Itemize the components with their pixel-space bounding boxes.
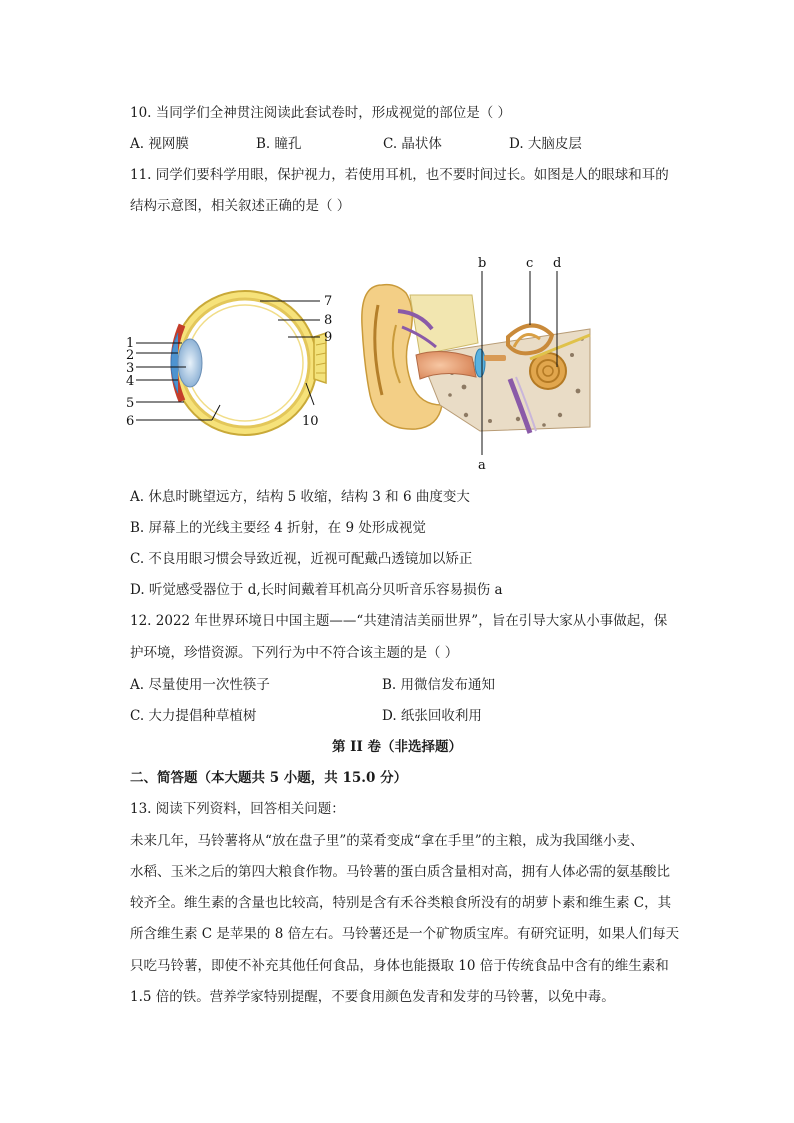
q13-passage-line2: 水稻、玉米之后的第四大粮食作物。马铃薯的蛋白质含量相对高，拥有人体必需的氨基酸比 — [130, 864, 670, 880]
q13-passage-line3: 较齐全。维生素的含量也比较高，特别是含有禾谷类粮食所没有的胡萝卜素和维生素 C，其 — [130, 895, 672, 911]
q12-stem-line2: 护环境，珍惜资源。下列行为中不符合该主题的是（ ） — [130, 645, 459, 661]
q11-stem-line1: 11. 同学们要科学用眼，保护视力，若使用耳机，也不要时间过长。如图是人的眼球和耳的 — [130, 167, 669, 183]
ear-illustration — [362, 285, 590, 433]
q12-stem-line1: 12. 2022 年世界环境日中国主题——“共建清洁美丽世界”，旨在引导大家从小事做起，保 — [130, 613, 668, 629]
section-heading: 二、简答题（本大题共 5 小题，共 15.0 分） — [130, 770, 408, 786]
eye-label-10: 10 — [302, 414, 319, 429]
ear-label-a: a — [478, 458, 486, 473]
q11-option-b: B. 屏幕上的光线主要经 4 折射，在 9 处形成视觉 — [130, 520, 426, 536]
eye-label-7: 7 — [324, 294, 333, 309]
q11-option-d: D. 听觉感受器位于 d,长时间戴着耳机高分贝听音乐容易损伤 a — [130, 582, 503, 598]
q10-option-a: A. 视网膜 — [130, 136, 189, 152]
q13-passage-line1: 未来几年，马铃薯将从“放在盘子里”的菜肴变成“拿在手里”的主粮，成为我国继小麦、 — [130, 833, 644, 849]
q12-option-d: D. 纸张回收利用 — [382, 708, 482, 724]
eye-label-5: 5 — [126, 396, 135, 411]
q10-option-b: B. 瞳孔 — [256, 136, 302, 152]
q11-option-a: A. 休息时眺望远方，结构 5 收缩，结构 3 和 6 曲度变大 — [130, 489, 470, 505]
section-title: 第 II 卷（非选择题） — [331, 739, 463, 755]
q12-option-c: C. 大力提倡种草植树 — [130, 708, 257, 724]
ear-label-c: c — [526, 256, 534, 271]
eye-label-2: 2 — [126, 348, 135, 363]
ear-label-b: b — [478, 256, 487, 271]
q13-stem: 13. 阅读下列资料，回答相关问题： — [130, 801, 345, 817]
ear-label-d: d — [553, 256, 562, 271]
q11-option-c: C. 不良用眼习惯会导致近视，近视可配戴凸透镜加以矫正 — [130, 551, 473, 567]
eye-label-3: 3 — [126, 361, 135, 376]
q11-stem-line2: 结构示意图，相关叙述正确的是（ ） — [130, 198, 351, 214]
q10-option-c: C. 晶状体 — [383, 136, 442, 152]
q13-passage-line5: 只吃马铃薯，即使不补充其他任何食品，身体也能摄取 10 倍于传统食品中含有的维生素和 — [130, 958, 669, 974]
q12-option-a: A. 尽量使用一次性筷子 — [130, 677, 270, 693]
eye-label-1: 1 — [126, 336, 135, 351]
eye-label-8: 8 — [324, 313, 333, 328]
eye-label-4: 4 — [126, 374, 135, 389]
eye-label-9: 9 — [324, 330, 333, 345]
q12-option-b: B. 用微信发布通知 — [382, 677, 496, 693]
q13-passage-line6: 1.5 倍的铁。营养学家特别提醒，不要食用颜色发青和发芽的马铃薯，以免中毒。 — [130, 989, 615, 1005]
eye-label-6: 6 — [126, 414, 135, 429]
eye-ear-diagram — [120, 255, 620, 475]
q10-option-d: D. 大脑皮层 — [509, 136, 582, 152]
q13-passage-line4: 所含维生素 C 是苹果的 8 倍左右。马铃薯还是一个矿物质宝库。有研究证明，如果人们每天 — [130, 926, 680, 942]
q10-stem: 10. 当同学们全神贯注阅读此套试卷时，形成视觉的部位是（ ） — [130, 105, 512, 121]
